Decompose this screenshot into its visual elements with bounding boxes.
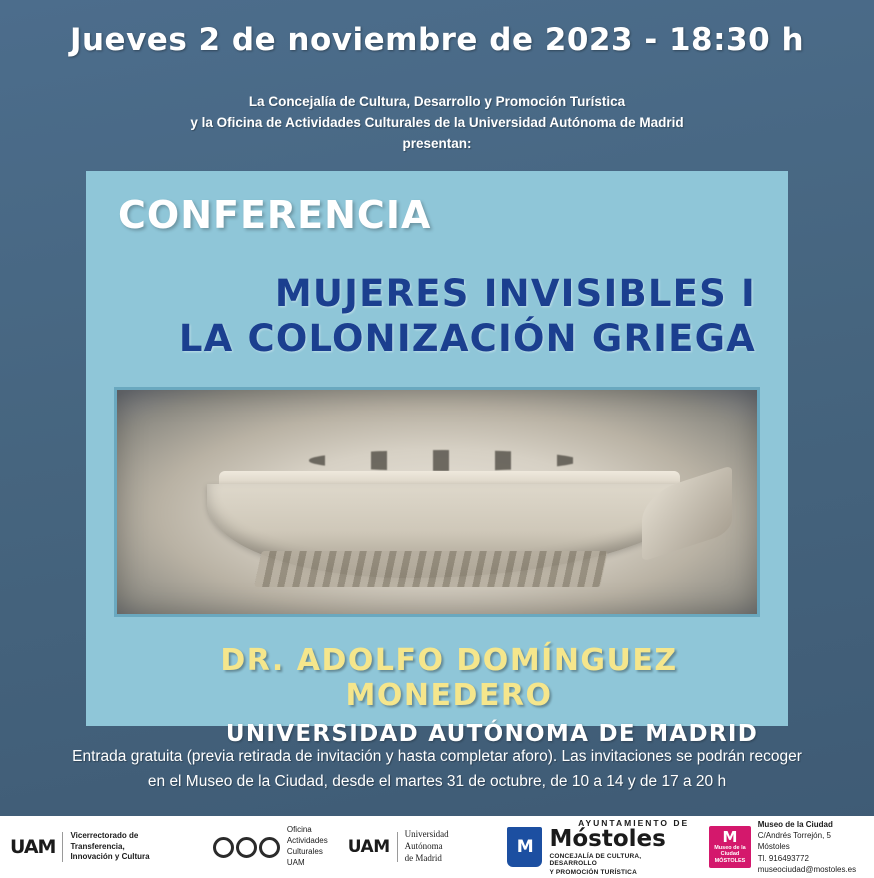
mostoles-ayuntamiento-label: AYUNTAMIENTO DE bbox=[578, 818, 690, 828]
admission-note-line-2: en el Museo de la Ciudad, desde el martes 31 de octubre, de 10 a 14 y de 17 a 20 h bbox=[147, 773, 727, 791]
speaker-name: DR. ADOLFO DOMÍNGUEZ MONEDERO bbox=[220, 643, 678, 714]
presenter-line-2: y la Oficina de Actividades Culturales de la Universidad Autónoma de Madrid bbox=[190, 114, 684, 130]
uam-university-logo-mark: UAM bbox=[347, 837, 390, 857]
presenters-block bbox=[0, 92, 874, 155]
museo-badge-line-2: MÓSTOLES bbox=[714, 857, 746, 864]
ring-icon bbox=[236, 837, 257, 858]
speaker-affiliation: UNIVERSIDAD AUTÓNOMA DE MADRID bbox=[225, 721, 759, 748]
oac-line-1: Oficina bbox=[286, 825, 312, 835]
museo-contact-info bbox=[758, 819, 864, 875]
event-title bbox=[108, 271, 766, 361]
museo-phone: Tl. 916493772 bbox=[757, 853, 809, 863]
divider bbox=[62, 832, 63, 862]
event-title-line-1: MUJERES INVISIBLES I bbox=[274, 271, 756, 315]
museo-badge-glyph: M bbox=[722, 827, 738, 846]
event-type-label: CONFERENCIA bbox=[118, 192, 432, 237]
logo-oac bbox=[213, 825, 328, 868]
uam-university-text bbox=[405, 829, 487, 864]
oac-text bbox=[287, 825, 328, 868]
sponsor-footer bbox=[0, 816, 874, 878]
speaker-block bbox=[108, 643, 766, 747]
presenter-line-1: La Concejalía de Cultura, Desarrollo y Promoción Turística bbox=[248, 94, 626, 109]
oac-line-3: Culturales bbox=[286, 847, 323, 856]
museo-name: Museo de la Ciudad bbox=[757, 820, 833, 830]
coin-dots-detail bbox=[309, 450, 578, 470]
event-card bbox=[86, 171, 788, 748]
museo-badge-icon bbox=[709, 826, 751, 868]
uam-logo-mark: UAM bbox=[10, 835, 56, 858]
museo-badge-line-1: Museo de la Ciudad bbox=[714, 844, 746, 858]
oac-rings-icon bbox=[213, 837, 280, 858]
event-title-line-2: LA COLONIZACIÓN GRIEGA bbox=[178, 316, 756, 360]
ring-icon bbox=[213, 837, 234, 858]
logo-museo-ciudad bbox=[709, 819, 864, 875]
museo-address: C/Andrés Torrejón, 5 Móstoles bbox=[757, 831, 831, 852]
presenter-line-3: presentan: bbox=[402, 135, 472, 151]
coin-oars-detail bbox=[254, 551, 607, 587]
mostoles-sub-line-1: CONCEJALÍA DE CULTURA, DESARROLLO bbox=[549, 853, 642, 867]
divider bbox=[397, 832, 398, 862]
ancient-coin-image bbox=[114, 387, 760, 617]
mostoles-sub-line-2: Y PROMOCIÓN TURÍSTICA bbox=[549, 869, 637, 876]
mostoles-name: Móstoles bbox=[549, 826, 666, 852]
uam-vicerrectorado-text bbox=[70, 831, 192, 862]
mostoles-shield-icon: M bbox=[507, 827, 543, 867]
uam-university-line-1: Universidad Autónoma bbox=[404, 829, 449, 852]
mostoles-text bbox=[549, 818, 689, 876]
logo-uam-vicerrectorado bbox=[10, 831, 193, 862]
uam-university-line-2: de Madrid bbox=[404, 852, 442, 863]
event-date-header: Jueves 2 de noviembre de 2023 - 18:30 h bbox=[69, 22, 805, 58]
uam-vicerrectorado-line-1: Vicerrectorado de Transferencia, bbox=[70, 831, 139, 851]
uam-vicerrectorado-line-2: Innovación y Cultura bbox=[70, 852, 150, 862]
ring-icon bbox=[259, 837, 280, 858]
oac-line-2: Actividades bbox=[286, 836, 328, 846]
admission-note bbox=[36, 744, 838, 795]
oac-line-4: UAM bbox=[286, 857, 305, 867]
logo-uam-university bbox=[348, 829, 487, 864]
museo-email: museociudad@mostoles.es bbox=[757, 864, 857, 874]
admission-note-line-1: Entrada gratuita (previa retirada de invitación y hasta completar aforo). Las invitaciones se podrán recoger bbox=[72, 747, 802, 765]
logo-ayuntamiento-mostoles bbox=[507, 818, 689, 876]
